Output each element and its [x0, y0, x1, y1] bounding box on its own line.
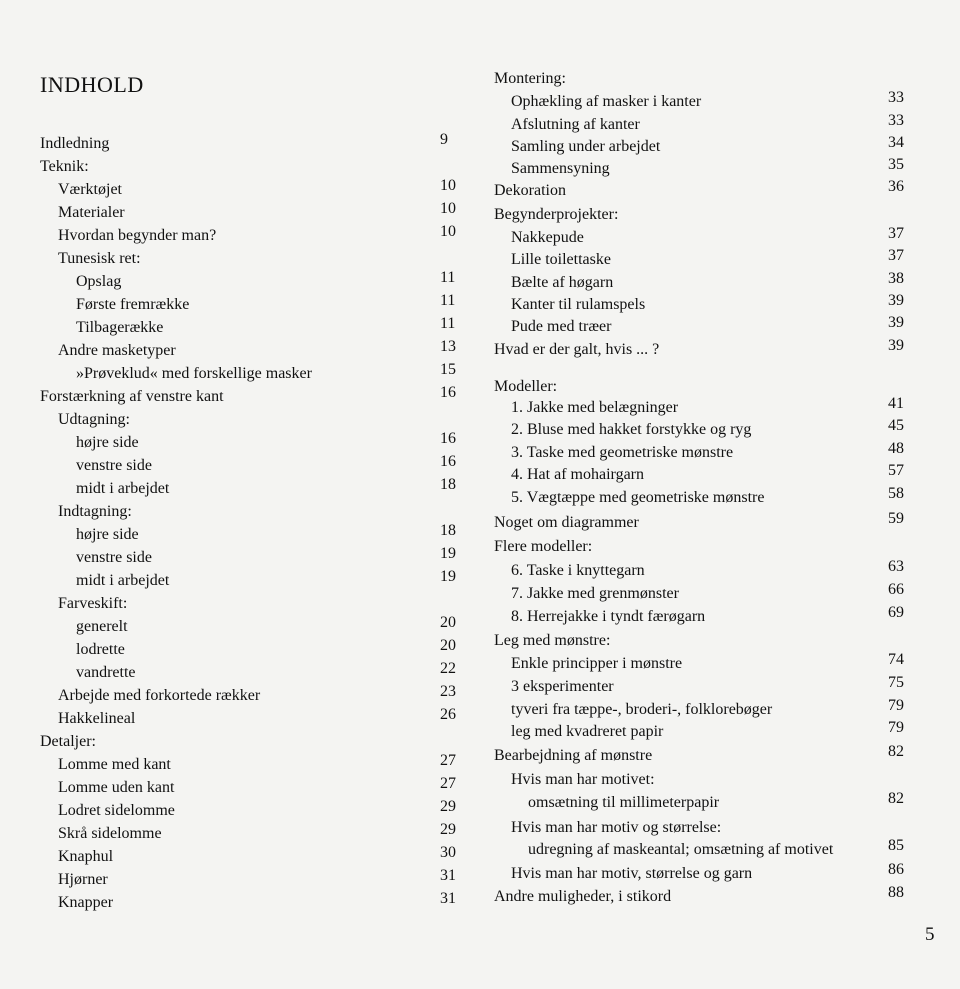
- toc-entry-label: 8. Herrejakke i tyndt færøgarn: [511, 608, 706, 625]
- toc-entry-page: 58: [888, 485, 904, 502]
- toc-entry: [511, 818, 721, 838]
- toc-entry: [494, 537, 592, 557]
- toc-entry-page: 19: [440, 568, 456, 585]
- toc-entry-page: 63: [888, 558, 904, 575]
- toc-entry-page: 74: [888, 651, 904, 668]
- toc-entry-page: 27: [440, 775, 456, 792]
- toc-entry: [494, 205, 618, 225]
- toc-entry: [494, 181, 566, 201]
- toc-entry-page: 15: [440, 361, 456, 378]
- toc-entry: [58, 755, 171, 775]
- toc-entry-page: 18: [440, 522, 456, 539]
- toc-entry-label: Hvis man har motiv, størrelse og garn: [511, 865, 753, 882]
- toc-entry: [511, 295, 645, 315]
- toc-entry-label: Forstærkning af venstre kant: [40, 388, 224, 405]
- toc-entry: [511, 700, 772, 720]
- toc-entry: [494, 887, 671, 907]
- toc-entry-label: højre side: [76, 434, 139, 451]
- toc-entry-label: udregning af maskeantal; omsætning af motivet: [528, 841, 834, 858]
- toc-entry-page: 31: [440, 867, 456, 884]
- toc-entry: [494, 69, 566, 89]
- toc-entry: [511, 115, 640, 135]
- toc-entry-page: 33: [888, 112, 904, 129]
- toc-entry-label: Udtagning:: [58, 411, 130, 428]
- toc-entry-label: Bearbejdning af mønstre: [494, 747, 653, 764]
- toc-entry-page: 23: [440, 683, 456, 700]
- toc-entry: [511, 273, 613, 293]
- toc-entry-label: midt i arbejdet: [76, 480, 170, 497]
- toc-entry-page: 31: [440, 890, 456, 907]
- toc-entry: [58, 870, 108, 890]
- toc-entry: [58, 778, 174, 798]
- toc-entry: [494, 513, 639, 533]
- toc-entry: [76, 640, 125, 660]
- toc-entry: [40, 387, 224, 407]
- toc-entry-page: 39: [888, 337, 904, 354]
- toc-entry-page: 82: [888, 790, 904, 807]
- toc-entry: [528, 840, 833, 860]
- toc-entry-label: Opslag: [76, 273, 122, 290]
- toc-entry: [511, 398, 678, 418]
- toc-entry-label: Arbejde med forkortede rækker: [58, 687, 261, 704]
- toc-entry: [494, 377, 557, 397]
- toc-entry-label: Flere modeller:: [494, 538, 593, 555]
- toc-entry: [40, 157, 89, 177]
- toc-entry: [511, 722, 663, 742]
- toc-entry-page: 41: [888, 395, 904, 412]
- toc-entry-label: »Prøveklud« med forskellige masker: [76, 365, 312, 382]
- toc-entry-label: Farveskift:: [58, 595, 128, 612]
- toc-entry-page: 37: [888, 247, 904, 264]
- toc-entry-page: 48: [888, 440, 904, 457]
- toc-entry: [76, 272, 121, 292]
- toc-entry: [511, 317, 611, 337]
- page-number: 5: [925, 924, 935, 945]
- toc-entry-label: Hakkelineal: [58, 710, 136, 727]
- toc-entry-label: Knapper: [58, 894, 114, 911]
- toc-entry-label: 5. Vægtæppe med geometriske mønstre: [511, 489, 765, 506]
- toc-entry-label: Materialer: [58, 204, 125, 221]
- toc-entry-page: 75: [888, 674, 904, 691]
- toc-entry-page: 10: [440, 223, 456, 240]
- toc-entry-label: Indtagning:: [58, 503, 132, 520]
- toc-entry: [76, 663, 136, 683]
- toc-entry-page: 66: [888, 581, 904, 598]
- toc-entry-label: midt i arbejdet: [76, 572, 170, 589]
- toc-entry-page: 33: [888, 89, 904, 106]
- toc-entry-page: 79: [888, 719, 904, 736]
- toc-entry-label: leg med kvadreret papir: [511, 723, 664, 740]
- toc-entry-label: Sammensyning: [511, 160, 610, 177]
- toc-entry-page: 86: [888, 861, 904, 878]
- toc-entry: [511, 607, 705, 627]
- toc-entry-label: Modeller:: [494, 378, 558, 395]
- toc-entry: [58, 686, 260, 706]
- toc-entry: [511, 584, 679, 604]
- toc-entry-label: Hvis man har motiv og størrelse:: [511, 819, 722, 836]
- toc-entry-label: Lille toilettaske: [511, 251, 611, 268]
- toc-entry-label: Enkle principper i mønstre: [511, 655, 683, 672]
- toc-entry-label: tyveri fra tæppe-, broderi-, folklorebøger: [511, 701, 773, 718]
- toc-entry: [494, 631, 610, 651]
- toc-entry: [511, 654, 682, 674]
- toc-entry-label: Dekoration: [494, 182, 566, 199]
- toc-entry-label: Leg med mønstre:: [494, 632, 611, 649]
- toc-entry-page: 69: [888, 604, 904, 621]
- toc-entry-page: 11: [440, 269, 456, 286]
- toc-entry: [511, 561, 645, 581]
- toc-entry-page: 57: [888, 462, 904, 479]
- toc-entry: [511, 677, 614, 697]
- toc-entry-label: 1. Jakke med belægninger: [511, 399, 679, 416]
- toc-entry-label: venstre side: [76, 549, 152, 566]
- toc-entry: [58, 226, 216, 246]
- toc-entry-label: 6. Taske i knyttegarn: [511, 562, 645, 579]
- toc-entry-page: 11: [440, 292, 456, 309]
- toc-entry: [511, 250, 611, 270]
- toc-entry: [58, 893, 113, 913]
- toc-entry: [511, 159, 610, 179]
- toc-entry-page: 79: [888, 697, 904, 714]
- toc-entry-label: venstre side: [76, 457, 152, 474]
- toc-entry-page: 45: [888, 417, 904, 434]
- toc-entry-label: 4. Hat af mohairgarn: [511, 466, 644, 483]
- toc-entry: [58, 502, 132, 522]
- toc-entry: [76, 364, 312, 384]
- toc-entry-label: Afslutning af kanter: [511, 116, 640, 133]
- toc-entry-label: Andre muligheder, i stikord: [494, 888, 672, 905]
- toc-entry: [511, 137, 660, 157]
- toc-entry-page: 22: [440, 660, 456, 677]
- toc-entry: [58, 709, 135, 729]
- toc-entry: [76, 571, 169, 591]
- toc-entry-label: Pude med træer: [511, 318, 612, 335]
- toc-entry: [494, 746, 652, 766]
- toc-entry-label: Hvad er der galt, hvis ... ?: [494, 341, 660, 358]
- toc-entry-page: 39: [888, 314, 904, 331]
- toc-entry-page: 26: [440, 706, 456, 723]
- toc-entry: [58, 410, 130, 430]
- toc-entry-label: 2. Bluse med hakket forstykke og ryg: [511, 421, 752, 438]
- toc-entry-page: 13: [440, 338, 456, 355]
- toc-entry-label: Tilbagerække: [76, 319, 164, 336]
- toc-entry-page: 85: [888, 837, 904, 854]
- toc-entry: [58, 180, 122, 200]
- toc-entry-label: Hvordan begynder man?: [58, 227, 217, 244]
- toc-entry-page: 11: [440, 315, 456, 332]
- toc-entry-page: 59: [888, 510, 904, 527]
- toc-entry-label: Indledning: [40, 135, 110, 152]
- toc-entry-page: 10: [440, 200, 456, 217]
- toc-entry: [511, 228, 584, 248]
- toc-entry-label: Samling under arbejdet: [511, 138, 661, 155]
- toc-entry-label: 7. Jakke med grenmønster: [511, 585, 679, 602]
- toc-entry-label: Kanter til rulamspels: [511, 296, 646, 313]
- toc-entry-page: 35: [888, 156, 904, 173]
- toc-entry: [511, 420, 751, 440]
- toc-entry-label: Bælte af høgarn: [511, 274, 614, 291]
- toc-entry: [40, 134, 109, 154]
- toc-entry-label: Hvis man har motivet:: [511, 771, 655, 788]
- toc-entry-label: Teknik:: [40, 158, 89, 175]
- toc-entry-page: 38: [888, 270, 904, 287]
- toc-heading: INDHOLD: [40, 72, 144, 97]
- toc-entry-label: vandrette: [76, 664, 136, 681]
- toc-entry: [511, 864, 752, 884]
- toc-entry: [528, 793, 719, 813]
- toc-entry-page: 39: [888, 292, 904, 309]
- toc-entry-label: højre side: [76, 526, 139, 543]
- toc-entry: [511, 770, 655, 790]
- toc-entry-page: 30: [440, 844, 456, 861]
- toc-entry-page: 36: [888, 178, 904, 195]
- toc-entry: [76, 548, 152, 568]
- toc-entry-label: 3. Taske med geometriske mønstre: [511, 444, 734, 461]
- toc-entry-label: Skrå sidelomme: [58, 825, 162, 842]
- toc-entry-label: Første fremrække: [76, 296, 190, 313]
- toc-entry: [58, 847, 113, 867]
- toc-entry: [76, 525, 139, 545]
- toc-entry-page: 29: [440, 798, 456, 815]
- toc-entry-label: Nakkepude: [511, 229, 584, 246]
- toc-entry: [511, 443, 733, 463]
- toc-entry-label: generelt: [76, 618, 128, 635]
- toc-entry-label: Hjørner: [58, 871, 108, 888]
- toc-entry-label: Lomme uden kant: [58, 779, 175, 796]
- toc-entry-label: Begynderprojekter:: [494, 206, 619, 223]
- toc-entry-label: Knaphul: [58, 848, 114, 865]
- toc-entry: [76, 295, 189, 315]
- toc-entry-label: Andre masketyper: [58, 342, 176, 359]
- toc-entry-page: 9: [440, 131, 448, 148]
- toc-entry-page: 16: [440, 384, 456, 401]
- toc-entry: [76, 318, 163, 338]
- toc-entry-label: Tunesisk ret:: [58, 250, 141, 267]
- toc-entry-label: Lomme med kant: [58, 756, 171, 773]
- toc-entry-label: 3 eksperimenter: [511, 678, 614, 695]
- toc-entry-page: 34: [888, 134, 904, 151]
- toc-entry: [58, 341, 176, 361]
- toc-entry-page: 19: [440, 545, 456, 562]
- toc-entry-label: Ophækling af masker i kanter: [511, 93, 702, 110]
- toc-entry-label: Lodret sidelomme: [58, 802, 175, 819]
- toc-entry-page: 88: [888, 884, 904, 901]
- toc-entry-label: Værktøjet: [58, 181, 122, 198]
- toc-entry: [40, 732, 96, 752]
- toc-entry-page: 37: [888, 225, 904, 242]
- toc-entry-page: 16: [440, 453, 456, 470]
- toc-entry: [76, 456, 152, 476]
- toc-entry-page: 20: [440, 614, 456, 631]
- toc-entry-page: 16: [440, 430, 456, 447]
- toc-entry-page: 29: [440, 821, 456, 838]
- toc-entry-label: Montering:: [494, 70, 566, 87]
- toc-entry: [58, 203, 125, 223]
- toc-entry-page: 27: [440, 752, 456, 769]
- toc-entry: [511, 465, 644, 485]
- toc-entry-page: 20: [440, 637, 456, 654]
- toc-entry: [76, 479, 169, 499]
- toc-entry-label: Detaljer:: [40, 733, 96, 750]
- toc-entry: [494, 340, 659, 360]
- toc-entry-page: 10: [440, 177, 456, 194]
- toc-entry: [58, 249, 141, 269]
- toc-entry-page: 82: [888, 743, 904, 760]
- toc-entry: [511, 92, 701, 112]
- toc-entry-label: Noget om diagrammer: [494, 514, 639, 531]
- toc-entry-label: omsætning til millimeterpapir: [528, 794, 720, 811]
- toc-entry-page: 18: [440, 476, 456, 493]
- toc-entry: [58, 824, 162, 844]
- toc-entry: [76, 617, 128, 637]
- toc-entry: [76, 433, 139, 453]
- toc-entry-label: lodrette: [76, 641, 125, 658]
- toc-entry: [58, 801, 175, 821]
- toc-entry: [58, 594, 127, 614]
- toc-entry: [511, 488, 764, 508]
